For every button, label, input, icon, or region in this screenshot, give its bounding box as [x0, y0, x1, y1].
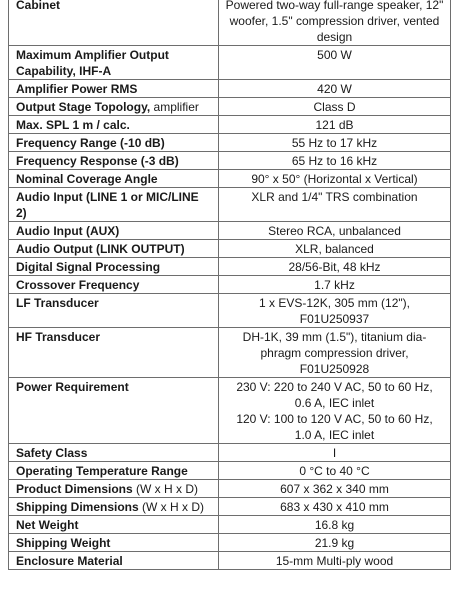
spec-value-line: F01U250937: [299, 312, 370, 326]
spec-value: [219, 552, 451, 570]
spec-value: [219, 240, 451, 258]
spec-label: [9, 480, 219, 498]
spec-label: [9, 294, 219, 328]
spec-label: [9, 188, 219, 222]
spec-label: [9, 134, 219, 152]
spec-label-text: Crossover Frequency: [16, 278, 140, 292]
spec-value: [219, 480, 451, 498]
spec-row: [9, 444, 451, 462]
spec-value-line: Stereo RCA, unbalanced: [268, 224, 401, 238]
spec-value: [219, 498, 451, 516]
spec-label-text: Nominal Coverage Angle: [16, 172, 158, 186]
spec-value: [219, 188, 451, 222]
spec-row: [9, 378, 451, 444]
spec-row: [9, 328, 451, 378]
spec-value-line: DH-1K, 39 mm (1.5"), titanium dia-: [242, 330, 427, 344]
spec-label: [9, 240, 219, 258]
spec-value: [219, 170, 451, 188]
spec-label-text: Enclosure Material: [16, 554, 123, 568]
spec-value-line: 1 x EVS-12K, 305 mm (12"),: [259, 296, 410, 310]
spec-value-line: woofer, 1.5" compression driver, vented: [229, 14, 440, 28]
spec-label-text: Frequency Response (-3 dB): [16, 154, 179, 168]
spec-label: [9, 462, 219, 480]
spec-value-line: 55 Hz to 17 kHz: [291, 136, 378, 150]
spec-row: [9, 0, 451, 46]
spec-label: [9, 534, 219, 552]
spec-row: [9, 222, 451, 240]
spec-value-line: 90° x 50° (Horizontal x Vertical): [251, 172, 418, 186]
spec-value-line: 21.9 kg: [314, 536, 355, 550]
spec-value-line: 120 V: 100 to 120 V AC, 50 to 60 Hz,: [236, 412, 433, 426]
spec-label: [9, 552, 219, 570]
spec-label-text: Cabinet: [16, 0, 61, 12]
spec-row: [9, 552, 451, 570]
spec-value-line: XLR and 1/4" TRS combination: [251, 190, 418, 204]
spec-table: [8, 0, 451, 570]
spec-label-text: Product Dimensions: [16, 482, 133, 496]
spec-label: [9, 46, 219, 80]
spec-label-text: Audio Input (LINE 1 or MIC/LINE 2): [16, 190, 199, 220]
spec-value: [219, 116, 451, 134]
spec-label: [9, 80, 219, 98]
spec-row: [9, 188, 451, 222]
spec-row: [9, 516, 451, 534]
spec-label-qualifier: (W x H x D): [132, 482, 199, 496]
spec-label: [9, 516, 219, 534]
spec-value-line: 683 x 430 x 410 mm: [280, 500, 389, 514]
spec-label: [9, 258, 219, 276]
spec-value-line: 1.0 A, IEC inlet: [294, 428, 375, 442]
spec-value: [219, 294, 451, 328]
spec-label-text: Max. SPL 1 m / calc.: [16, 118, 130, 132]
spec-value-line: I: [332, 446, 337, 460]
spec-value-line: XLR, balanced: [295, 242, 374, 256]
spec-row: [9, 462, 451, 480]
spec-value-line: 65 Hz to 16 kHz: [291, 154, 378, 168]
spec-row: [9, 480, 451, 498]
spec-table-body: [9, 0, 451, 570]
spec-value-line: 15-mm Multi-ply wood: [275, 554, 394, 568]
spec-row: [9, 46, 451, 80]
spec-row: [9, 116, 451, 134]
spec-value: [219, 444, 451, 462]
spec-label-text: Shipping Weight: [16, 536, 111, 550]
spec-value: [219, 222, 451, 240]
spec-row: [9, 134, 451, 152]
spec-label: [9, 378, 219, 444]
spec-value: [219, 134, 451, 152]
spec-value-line: 16.8 kg: [314, 518, 355, 532]
spec-label: [9, 498, 219, 516]
spec-row: [9, 80, 451, 98]
spec-label-text: Audio Input (AUX): [16, 224, 120, 238]
spec-label-qualifier: amplifier: [150, 100, 199, 114]
spec-row: [9, 276, 451, 294]
spec-label-text: Output Stage Topology,: [16, 100, 151, 114]
spec-row: [9, 498, 451, 516]
spec-label-text: Audio Output (LINK OUTPUT): [16, 242, 185, 256]
spec-label-qualifier: (W x H x D): [138, 500, 204, 514]
spec-label-text: Maximum Amplifier Output Capability, IHF-A: [16, 48, 169, 78]
spec-value: [219, 462, 451, 480]
spec-value-line: 0.6 A, IEC inlet: [294, 396, 375, 410]
spec-row: [9, 170, 451, 188]
spec-label-text: Net Weight: [16, 518, 79, 532]
spec-label-text: Shipping Dimensions: [16, 500, 139, 514]
spec-value: [219, 328, 451, 378]
spec-value: [219, 46, 451, 80]
spec-row: [9, 240, 451, 258]
spec-value-line: Powered two-way full-range speaker, 12": [225, 0, 444, 12]
spec-value: [219, 258, 451, 276]
spec-value-line: 121 dB: [315, 118, 354, 132]
spec-row: [9, 98, 451, 116]
spec-label-text: Digital Signal Processing: [16, 260, 161, 274]
spec-value: [219, 152, 451, 170]
spec-value: [219, 276, 451, 294]
spec-label: [9, 152, 219, 170]
spec-value-line: 28/56-Bit, 48 kHz: [288, 260, 381, 274]
spec-value-line: 500 W: [317, 48, 352, 62]
spec-value: [219, 0, 451, 46]
spec-label-text: Operating Temperature Range: [16, 464, 188, 478]
spec-label: [9, 328, 219, 378]
spec-label-text: Power Requirement: [16, 380, 129, 394]
spec-value-line: Class D: [313, 100, 356, 114]
spec-value-line: 607 x 362 x 340 mm: [280, 482, 389, 496]
spec-label: [9, 116, 219, 134]
spec-label-text: Frequency Range (-10 dB): [16, 136, 165, 150]
spec-value-line: phragm compression driver,: [260, 346, 409, 360]
spec-value: [219, 534, 451, 552]
spec-label-text: LF Transducer: [16, 296, 99, 310]
spec-value-line: 0 °C to 40 °C: [299, 464, 370, 478]
spec-row: [9, 152, 451, 170]
spec-value-line: F01U250928: [299, 362, 370, 376]
spec-value-line: design: [316, 30, 353, 44]
spec-row: [9, 258, 451, 276]
spec-row: [9, 534, 451, 552]
spec-label-text: HF Transducer: [16, 330, 101, 344]
spec-label-text: Safety Class: [16, 446, 88, 460]
spec-label: [9, 276, 219, 294]
spec-value-line: 230 V: 220 to 240 V AC, 50 to 60 Hz,: [236, 380, 433, 394]
spec-label: [9, 98, 219, 116]
spec-label: [9, 444, 219, 462]
spec-value-line: 420 W: [317, 82, 352, 96]
spec-value: [219, 80, 451, 98]
spec-row: [9, 294, 451, 328]
spec-label-text: Amplifier Power RMS: [16, 82, 138, 96]
spec-value: [219, 378, 451, 444]
spec-label: [9, 222, 219, 240]
spec-value: [219, 98, 451, 116]
spec-value: [219, 516, 451, 534]
spec-label: [9, 170, 219, 188]
spec-value-line: 1.7 kHz: [314, 278, 355, 292]
spec-label: [9, 0, 219, 46]
